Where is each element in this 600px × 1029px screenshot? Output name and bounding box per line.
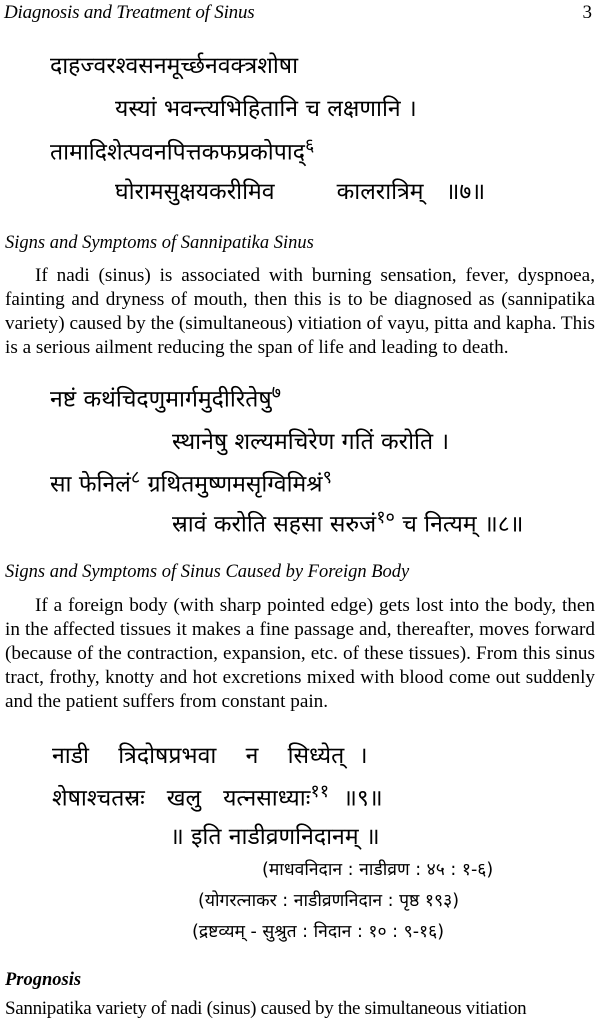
verse-7-line-4: [115, 174, 485, 206]
section-heading-foreign-body: Signs and Symptoms of Sinus Caused by Foreign Body: [5, 562, 410, 582]
verse-number: ॥९॥: [343, 785, 383, 812]
verse-8-line-3-a: सा फेनिलं: [50, 471, 131, 498]
reference-line: (द्रष्टव्यम् - सुश्रुत : निदान : १० : ९-१६): [192, 922, 445, 942]
running-title: Diagnosis and Treatment of Sinus: [4, 2, 255, 23]
verse-7-line-3: [50, 133, 314, 167]
verse-7-line-1: दाहज्वरश्वसनमूर्च्छनवक्त्रशोषा: [50, 53, 299, 79]
verse-9-line-2-a: शेषाश्चतस्रः खलु यत्नसाध्याः: [52, 785, 311, 812]
footnote-marker: १०: [376, 507, 395, 528]
verse-8-line-3-b: ग्रथितमुष्णमसृग्विमिश्रं: [147, 471, 323, 498]
section-heading-sannipatika: Signs and Symptoms of Sannipatika Sinus: [5, 233, 314, 253]
page-header: [4, 2, 592, 28]
verse-8-line-1-text: नष्टं कथंचिदणुमार्गमुदीरितेषु: [50, 386, 272, 413]
verse-7-line-2: यस्यां भवन्त्यभिहितानि च लक्षणानि ।: [115, 96, 417, 122]
footnote-marker: ७: [271, 382, 282, 403]
paragraph-prognosis-first-line: Sannipatika variety of nadi (sinus) caused by the simultaneous vitiation: [5, 998, 527, 1019]
page-number: 3: [582, 2, 592, 23]
verse-7-line-3-text: तामादिशेत्पवनपित्तकफप्रकोपाद्: [50, 139, 305, 166]
verse-7-line-4-a: घोरामसुक्षयकरीमिव: [115, 179, 275, 205]
verse-8-line-4-a: स्रावं करोति सहसा सरुजं: [172, 511, 377, 538]
verse-9-line-1: नाडी त्रिदोषप्रभवा न सिध्येत् ।: [52, 743, 368, 769]
verse-8-line-4-b: च नित्यम् ॥८॥: [402, 511, 524, 538]
footnote-marker: ९: [322, 467, 332, 488]
paragraph-text: If nadi (sinus) is associated with burning sensation, fever, dyspnoea, fainting and dryness of mouth, then this is to be diagnosed as (sannipatika variety) caused by the (simultaneous) vitiation of vayu, pitta and kapha. This is a serious ailment reducing the span of life and leading to death.: [5, 265, 595, 358]
verse-8-line-3: [50, 465, 332, 499]
section-heading-prognosis: Prognosis: [5, 970, 82, 990]
reference-line: (माधवनिदान : नाडीव्रण : ४५ : १-६): [262, 860, 494, 880]
paragraph-text: If a foreign body (with sharp pointed edge) gets lost into the body, then in the affected tissues it makes a fine passage and, thereafter, moves forward (because of the contraction, expansion, etc. of these tissues). From this sinus tract, frothy, knotty and hot excretions mixed with blood come out suddenly and the patient suffers from constant pain.: [5, 595, 595, 712]
footnote-marker: ११: [310, 781, 330, 802]
verse-number: ॥७॥: [445, 179, 486, 205]
verse-8-line-2: स्थानेषु शल्यमचिरेण गतिं करोति ।: [172, 429, 450, 455]
paragraph-foreign-body: [5, 594, 595, 714]
verse-8-line-1: [50, 380, 281, 414]
reference-line: (योगरत्नाकर : नाडीव्रणनिदान : पृष्ठ १९३): [198, 891, 460, 911]
colophon: ॥ इति नाडीव्रणनिदानम् ॥: [170, 824, 380, 850]
verse-7-line-4-b: कालरात्रिम्: [336, 179, 424, 205]
paragraph-sannipatika: [5, 264, 595, 360]
verse-9-line-2: [52, 779, 383, 813]
footnote-marker: ६: [304, 135, 315, 156]
verse-8-line-4: [172, 505, 523, 539]
footnote-marker: ८: [130, 467, 141, 488]
